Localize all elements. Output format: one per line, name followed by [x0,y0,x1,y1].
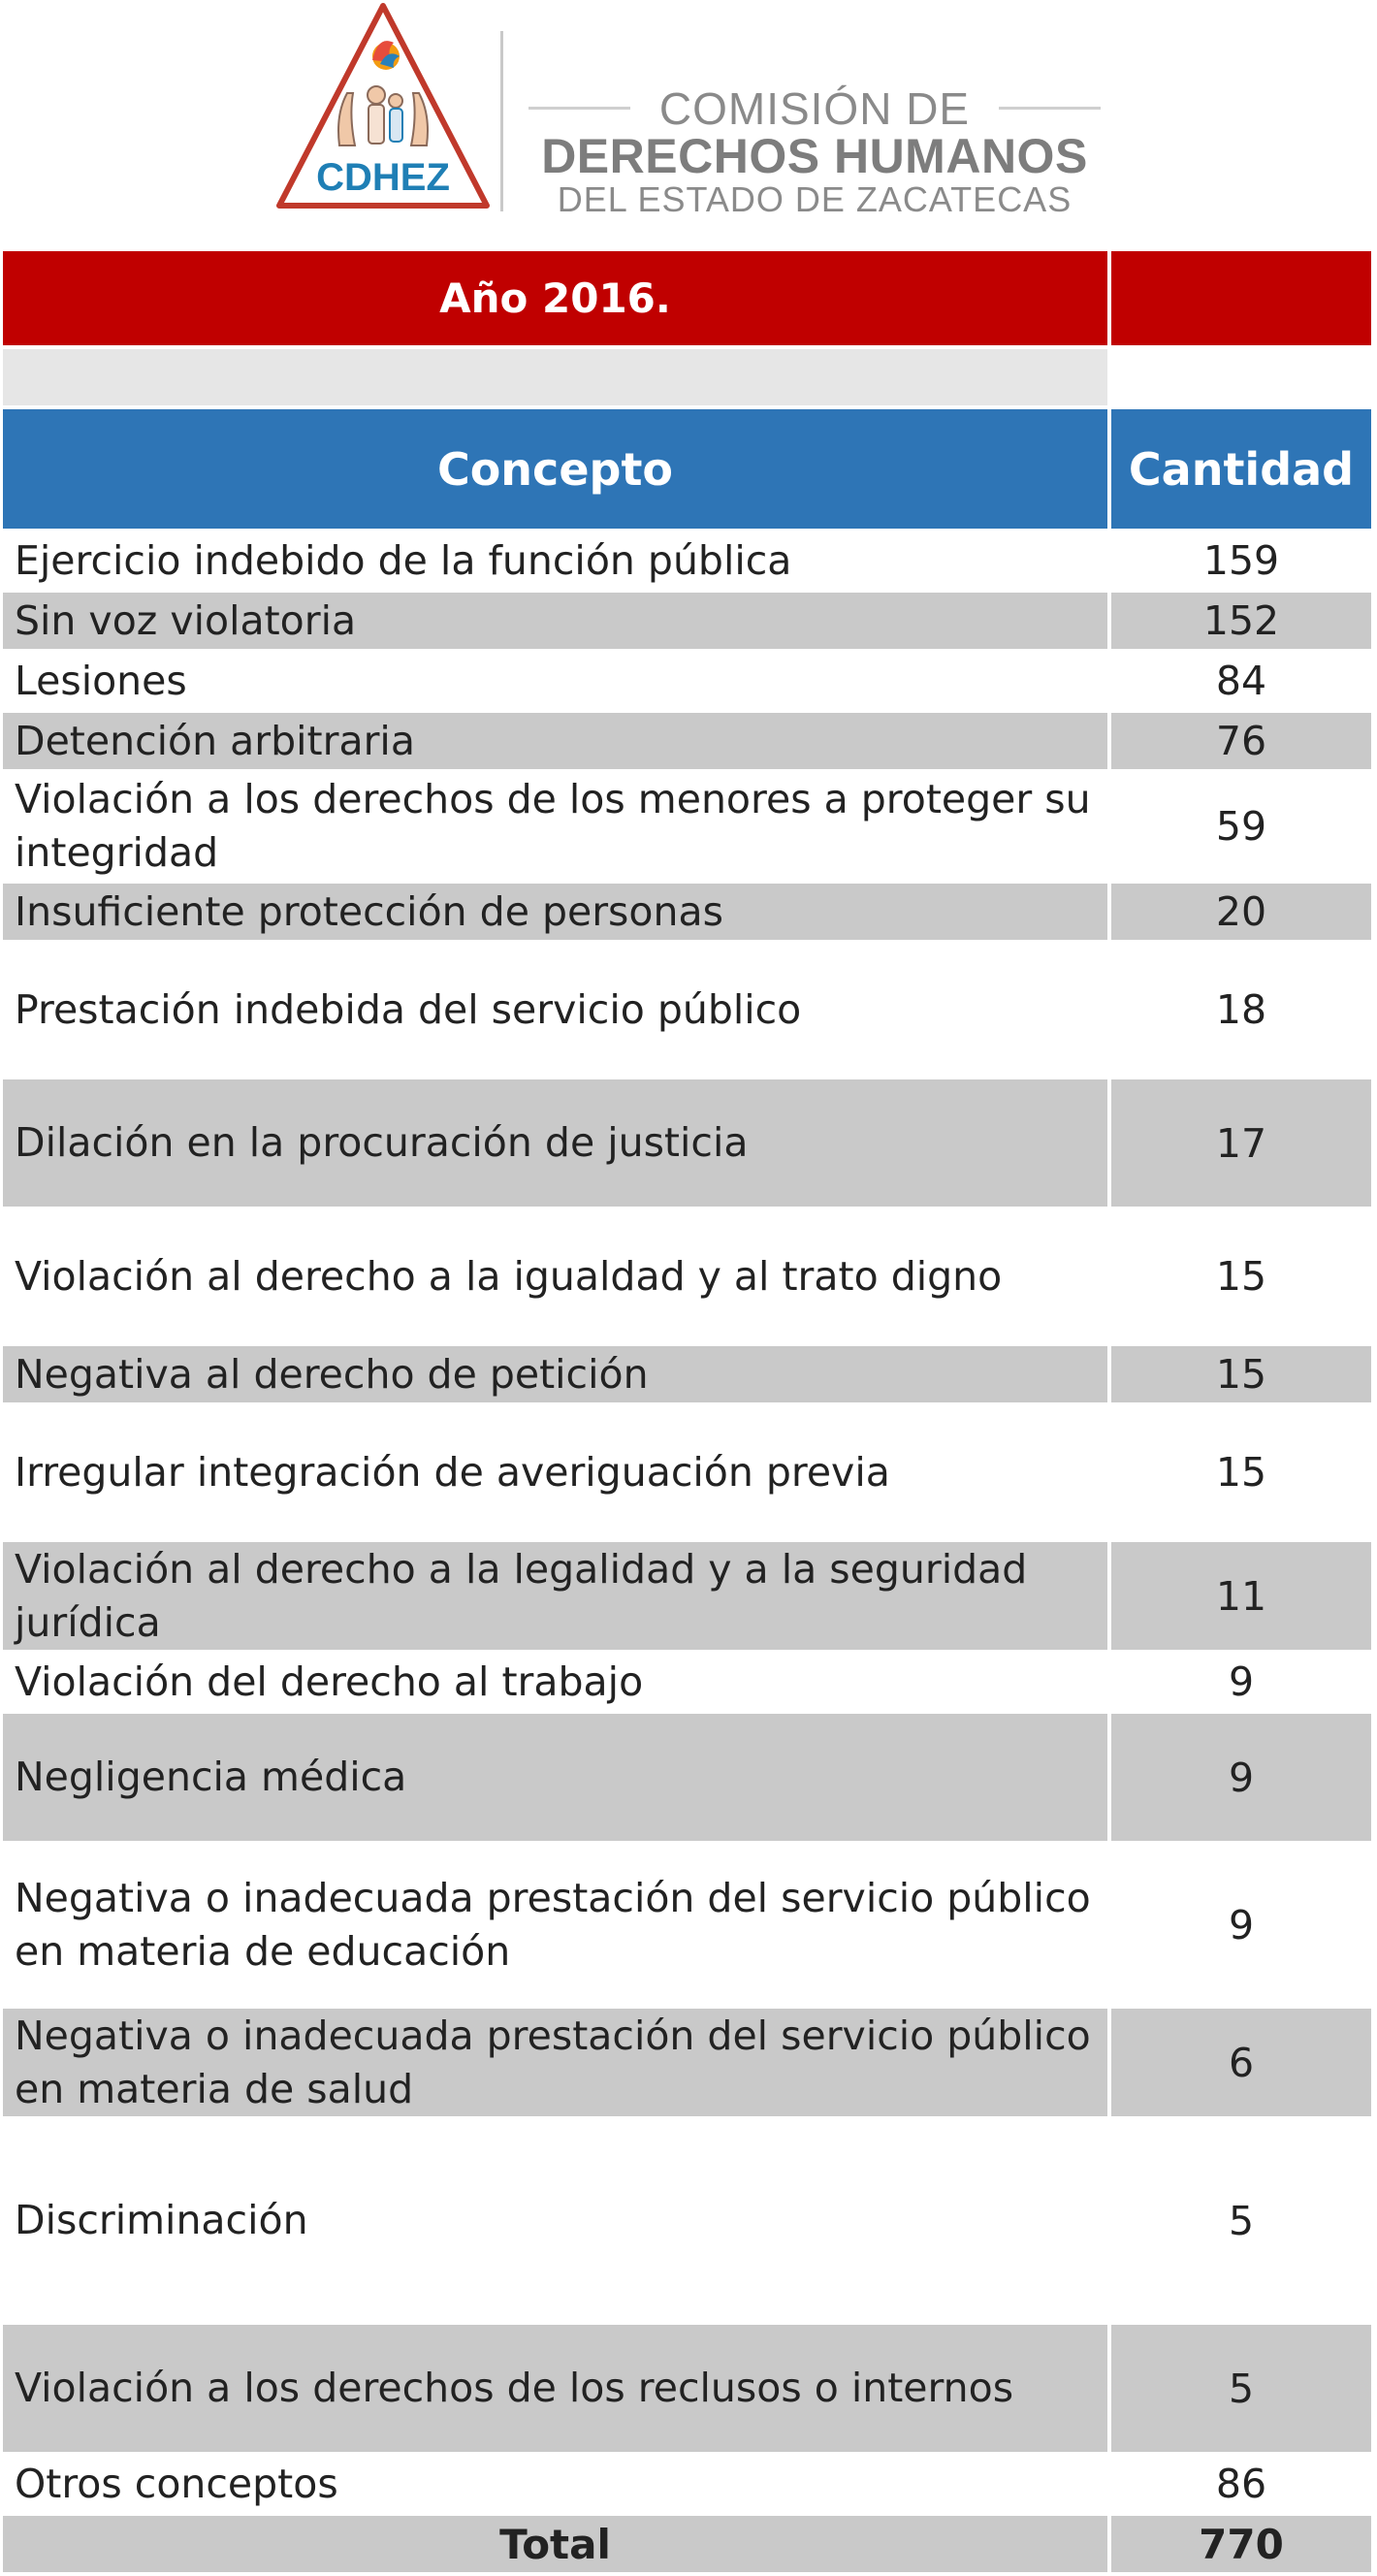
concept-cell: Dilación en la procuración de justicia [3,1079,1107,1207]
quantity-cell: 15 [1111,1346,1371,1402]
concept-cell: Negativa o inadecuada prestación del servicio público en materia de salud [3,2009,1107,2116]
table-row [3,2120,1371,2321]
table-row [3,593,1371,649]
table-header [3,409,1371,529]
quantity-cell: 9 [1228,1658,1255,1705]
table-row [3,1845,1371,2005]
table-row [3,1079,1371,1207]
concept-cell: Negativa o inadecuada prestación del servicio público en materia de educación [15,1874,1091,1975]
year-row [3,251,1371,345]
table-row [3,1714,1371,1841]
cdhez-logo [272,0,495,215]
table-row [3,1654,1371,1710]
concept-cell: Negativa al derecho de petición [3,1346,1107,1402]
quantity-cell: 9 [1228,1901,1255,1948]
quantity-cell: 17 [1111,1079,1371,1207]
quantity-cell: 5 [1228,2197,1255,2244]
quantity-cell: 84 [1215,658,1267,704]
table-row [3,773,1371,880]
quantity-cell: 5 [1111,2325,1371,2452]
column-header-quantity: Cantidad [1111,409,1371,529]
concept-cell: Violación al derecho a la legalidad y a la seguridad jurídica [3,1542,1107,1650]
concept-cell: Irregular integración de averiguación previa [15,1448,890,1496]
concept-cell: Negligencia médica [3,1714,1107,1841]
spacer-row [3,349,1371,405]
quantity-cell: 6 [1111,2009,1371,2116]
quantity-cell: 159 [1202,537,1280,584]
quantity-cell: 11 [1111,1542,1371,1650]
table-row [3,1542,1371,1650]
total-value: 770 [1111,2516,1371,2572]
year-label: Año 2016. [3,251,1107,345]
concept-cell: Violación del derecho al trabajo [15,1658,644,1705]
table-row [3,1406,1371,1538]
logo-text: CDHEZ [316,156,450,199]
table-row [3,532,1371,589]
concept-cell: Sin voz violatoria [3,593,1107,649]
year-empty-cell [1111,251,1371,345]
total-row [3,2516,1371,2572]
table-row [3,2325,1371,2452]
quantity-cell: 15 [1215,1253,1267,1300]
org-line-3: DEL ESTADO DE ZACATECAS [557,179,1073,219]
concept-cell: Otros conceptos [15,2460,338,2507]
statistics-table [3,251,1371,2576]
concept-cell: Discriminación [15,2197,308,2243]
quantity-cell: 59 [1215,803,1267,850]
table-body [3,532,1371,2512]
total-label: Total [3,2516,1107,2572]
concept-cell: Ejercicio indebido de la función pública [15,536,792,584]
concept-cell: Violación al derecho a la igualdad y al trato digno [15,1252,1003,1300]
table-row [3,713,1371,769]
concept-cell: Lesiones [15,657,187,704]
concept-cell: Violación a los derechos de los reclusos o internos [3,2325,1107,2452]
table-row [3,2009,1371,2116]
table-row [3,1210,1371,1342]
spacer-cell [1111,349,1371,405]
quantity-cell: 18 [1215,986,1267,1033]
concept-cell: Detención arbitraria [3,713,1107,769]
table-row [3,884,1371,940]
quantity-cell: 15 [1215,1449,1267,1496]
quantity-cell: 20 [1111,884,1371,940]
org-name [528,85,1101,219]
quantity-cell: 9 [1111,1714,1371,1841]
concept-cell: Prestación indebida del servicio público [15,985,802,1033]
concept-cell: Violación a los derechos de los menores a proteger su integridad [15,776,1091,876]
quantity-cell: 86 [1215,2461,1267,2507]
table-row [3,653,1371,709]
table-row [3,1346,1371,1402]
quantity-cell: 76 [1111,713,1371,769]
org-line-1: COMISIÓN DE [528,85,1101,132]
header-divider [500,31,503,211]
header [0,0,1377,250]
spacer-cell [3,349,1107,405]
table-row [3,2456,1371,2512]
column-header-concept: Concepto [3,409,1107,529]
concept-cell: Insuficiente protección de personas [3,884,1107,940]
org-line-2: DERECHOS HUMANOS [541,129,1088,183]
table-row [3,944,1371,1076]
quantity-cell: 152 [1111,593,1371,649]
